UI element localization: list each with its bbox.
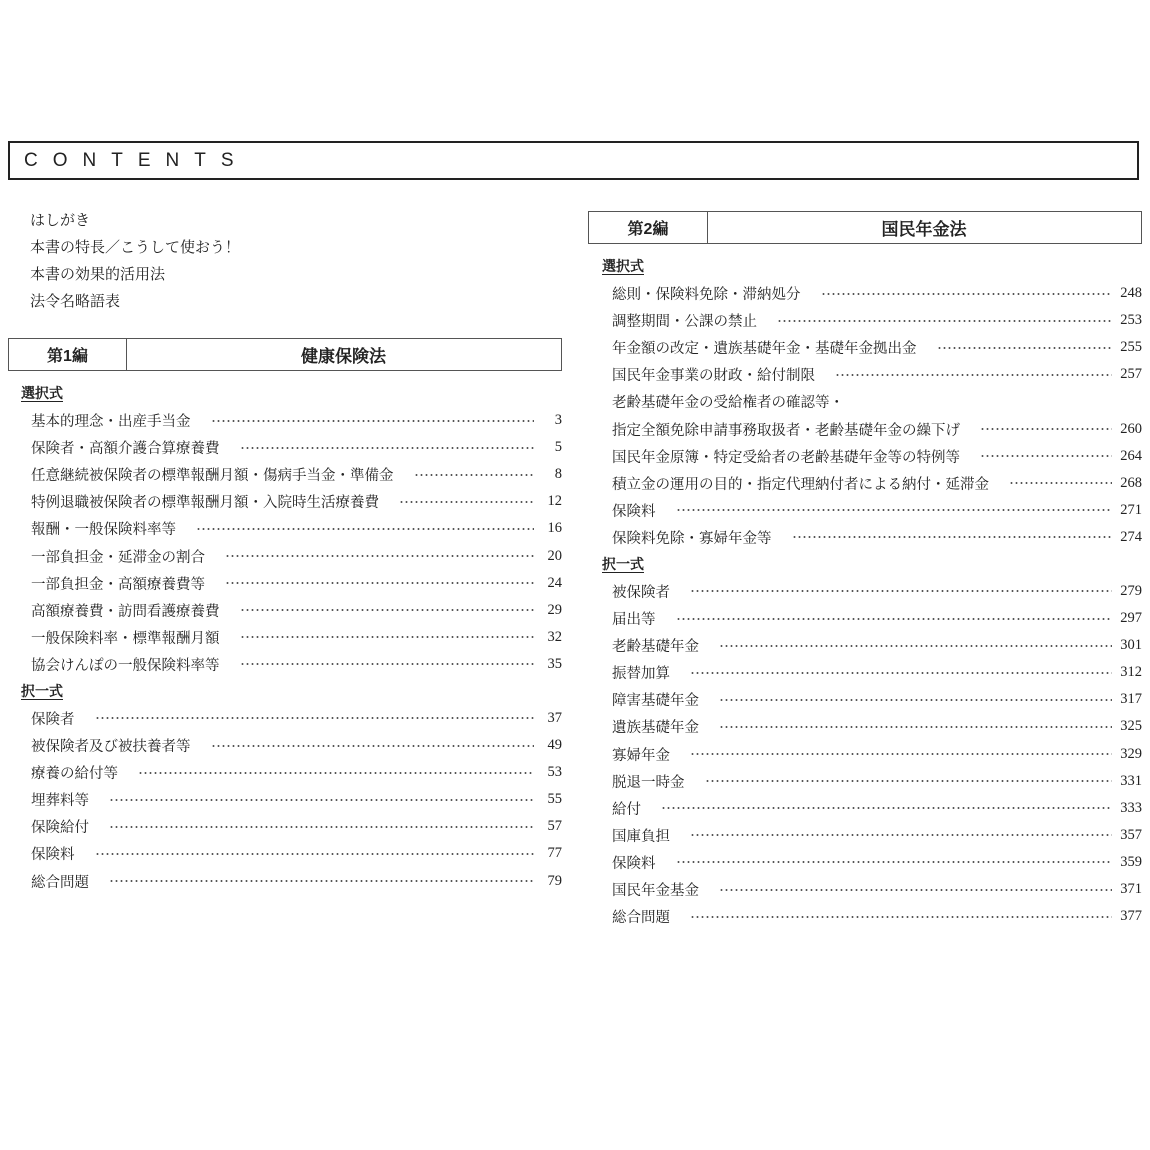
dot-leader — [109, 826, 534, 828]
part-1-number: 第1編 — [9, 339, 127, 370]
dot-leader — [225, 582, 534, 584]
toc-entry-title: 特例退職被保険者の標準報酬月額・入院時生活療養費 — [31, 495, 379, 512]
toc-entry-page: 79 — [547, 872, 562, 889]
toc-entry-page: 12 — [547, 493, 562, 510]
toc-entry[interactable] — [31, 570, 562, 597]
toc-entry-page: 268 — [1120, 474, 1142, 491]
toc-entry-page: 333 — [1120, 799, 1142, 816]
toc-entry-title: 保険料 — [612, 503, 656, 520]
dot-leader — [690, 672, 1112, 674]
dot-leader — [980, 455, 1112, 457]
dot-leader — [1009, 482, 1112, 484]
toc-entry-page: 248 — [1120, 285, 1142, 302]
toc-entry-page: 301 — [1120, 637, 1142, 654]
part-2-name: 国民年金法 — [881, 220, 967, 239]
section-heading: 選択式 — [602, 258, 644, 274]
toc-entry-page: 55 — [547, 791, 562, 808]
toc-entry-title: 基本的理念・出産手当金 — [31, 414, 191, 431]
toc-entry[interactable] — [31, 407, 562, 434]
dot-leader — [676, 618, 1113, 620]
toc-entry[interactable] — [612, 605, 1142, 632]
toc-entry-title: 老齢基礎年金の受給権者の確認等・ — [612, 395, 844, 412]
toc-entry[interactable] — [612, 686, 1142, 713]
toc-entry-title: 振替加算 — [612, 666, 670, 683]
part-1-heading — [8, 338, 562, 371]
toc-entry[interactable] — [612, 280, 1142, 307]
dot-leader — [196, 528, 534, 530]
toc-entry[interactable] — [612, 470, 1142, 497]
toc-entry-page: 274 — [1120, 528, 1142, 545]
toc-entry[interactable] — [31, 597, 562, 624]
toc-entry[interactable] — [31, 705, 562, 732]
toc-entry-page: 49 — [547, 737, 562, 754]
toc-entry-page: 317 — [1120, 691, 1142, 708]
toc-entry-title: 指定全額免除申請事務取扱者・老齢基礎年金の繰下げ — [612, 422, 960, 439]
toc-entry[interactable] — [31, 542, 562, 569]
toc-entry-title: 国民年金原簿・特定受給者の老齢基礎年金等の特例等 — [612, 449, 960, 466]
toc-entry[interactable] — [612, 876, 1142, 903]
toc-entry-title: 一部負担金・延滞金の割合 — [31, 549, 205, 566]
toc-entry-page: 264 — [1120, 447, 1142, 464]
toc-entry-title: 高額療養費・訪問看護療養費 — [31, 603, 220, 620]
toc-entry[interactable] — [612, 524, 1142, 551]
toc-entry-title: 任意継続被保険者の標準報酬月額・傷病手当金・準備金 — [31, 468, 394, 485]
toc-entry[interactable] — [612, 388, 1142, 415]
toc-entry-page: 260 — [1120, 420, 1142, 437]
toc-entry-title: 保険料 — [31, 847, 75, 864]
dot-leader — [95, 717, 535, 719]
dot-leader — [95, 853, 535, 855]
toc-entry[interactable] — [31, 868, 562, 895]
toc-entry[interactable] — [612, 443, 1142, 470]
toc-entry-title: 埋葬料等 — [31, 793, 89, 810]
intro-item-preface[interactable]: はしがき — [30, 211, 91, 229]
toc-entry[interactable] — [31, 786, 562, 813]
intro-item-features[interactable]: 本書の特長／こうして使おう！ — [30, 238, 241, 256]
toc-entry-page: 35 — [547, 655, 562, 672]
toc-entry-title: 総合問題 — [612, 910, 670, 927]
toc-entry-title: 給付 — [612, 801, 641, 818]
dot-leader — [211, 420, 535, 422]
contents-title: CONTENTS — [24, 150, 249, 171]
part-1-name: 健康保険法 — [301, 347, 386, 366]
dot-leader — [414, 474, 535, 476]
dot-leader — [109, 880, 534, 882]
toc-entry[interactable] — [612, 659, 1142, 686]
dot-leader — [109, 799, 534, 801]
toc-entry[interactable] — [612, 334, 1142, 361]
toc-entry[interactable] — [612, 578, 1142, 605]
toc-entry-page: 57 — [547, 818, 562, 835]
toc-entry-title: 保険料 — [612, 855, 656, 872]
toc-entry[interactable] — [612, 741, 1142, 768]
toc-entry-title: 報酬・一般保険料率等 — [31, 522, 176, 539]
contents-header — [8, 141, 1139, 180]
toc-entry[interactable] — [31, 434, 562, 461]
toc-entry-page: 257 — [1120, 366, 1142, 383]
toc-entry-page: 37 — [547, 709, 562, 726]
toc-entry[interactable] — [612, 713, 1142, 740]
dot-leader — [835, 374, 1112, 376]
part-1-toc — [21, 380, 562, 895]
dot-leader — [240, 636, 535, 638]
dot-leader — [719, 699, 1112, 701]
toc-entry-title: 被保険者及び被扶養者等 — [31, 739, 191, 756]
toc-entry[interactable] — [31, 840, 562, 867]
toc-entry[interactable] — [31, 759, 562, 786]
toc-entry[interactable] — [31, 732, 562, 759]
dot-leader — [792, 536, 1113, 538]
toc-entry[interactable] — [31, 515, 562, 542]
toc-entry-title: 寡婦年金 — [612, 747, 670, 764]
dot-leader — [719, 889, 1112, 891]
toc-entry-title: 積立金の運用の目的・指定代理納付者による納付・延滞金 — [612, 476, 989, 493]
section-heading: 選択式 — [21, 385, 63, 401]
toc-entry-title: 老齢基礎年金 — [612, 639, 699, 656]
toc-entry[interactable] — [31, 651, 562, 678]
dot-leader — [240, 447, 535, 449]
dot-leader — [399, 501, 534, 503]
dot-leader — [211, 745, 535, 747]
toc-entry-title: 国民年金基金 — [612, 883, 699, 900]
toc-entry-page: 325 — [1120, 718, 1142, 735]
part-2-heading — [588, 211, 1142, 244]
dot-leader — [240, 609, 535, 611]
toc-entry-page: 329 — [1120, 745, 1142, 762]
toc-entry-title: 保険者 — [31, 711, 75, 728]
toc-entry-title: 一部負担金・高額療養費等 — [31, 576, 205, 593]
toc-entry[interactable] — [31, 813, 562, 840]
dot-leader — [225, 555, 534, 557]
toc-entry-title: 保険給付 — [31, 820, 89, 837]
toc-entry[interactable] — [612, 768, 1142, 795]
toc-entry-page: 255 — [1120, 339, 1142, 356]
dot-leader — [676, 861, 1113, 863]
toc-entry-title: 被保険者 — [612, 584, 670, 601]
toc-entry-page: 32 — [547, 628, 562, 645]
toc-entry-title: 遺族基礎年金 — [612, 720, 699, 737]
dot-leader — [937, 347, 1113, 349]
toc-entry-page: 5 — [554, 439, 562, 456]
toc-entry-page: 53 — [547, 764, 562, 781]
toc-entry-title: 総則・保険料免除・滞納処分 — [612, 287, 801, 304]
toc-entry-title: 年金額の改定・遺族基礎年金・基礎年金拠出金 — [612, 341, 917, 358]
toc-entry-page: 371 — [1120, 881, 1142, 898]
dot-leader — [980, 428, 1112, 430]
toc-entry-page: 377 — [1120, 908, 1142, 925]
dot-leader — [821, 293, 1113, 295]
dot-leader — [719, 645, 1112, 647]
toc-entry-title: 脱退一時金 — [612, 774, 685, 791]
toc-entry-title: 調整期間・公課の禁止 — [612, 314, 757, 331]
toc-entry-page: 3 — [554, 412, 562, 429]
toc-entry[interactable] — [31, 461, 562, 488]
dot-leader — [661, 807, 1112, 809]
toc-entry-page: 253 — [1120, 312, 1142, 329]
section-heading: 択一式 — [21, 682, 63, 699]
toc-entry[interactable] — [612, 795, 1142, 822]
toc-entry[interactable] — [612, 497, 1142, 524]
part-2-number: 第2編 — [589, 212, 708, 243]
toc-entry-title: 一般保険料率・標準報酬月額 — [31, 630, 220, 647]
toc-entry-page: 20 — [547, 547, 562, 564]
toc-entry-title: 障害基礎年金 — [612, 693, 699, 710]
toc-entry-page: 357 — [1120, 826, 1142, 843]
dot-leader — [240, 663, 535, 665]
dot-leader — [676, 509, 1113, 511]
part-2-toc — [602, 253, 1142, 930]
toc-entry[interactable] — [612, 415, 1142, 442]
toc-entry-title: 療養の給付等 — [31, 766, 118, 783]
toc-entry-page: 24 — [547, 574, 562, 591]
toc-entry[interactable] — [612, 307, 1142, 334]
dot-leader — [690, 834, 1112, 836]
dot-leader — [777, 320, 1112, 322]
toc-entry-page: 29 — [547, 601, 562, 618]
toc-entry-page: 331 — [1120, 772, 1142, 789]
toc-entry-page: 8 — [554, 466, 562, 483]
dot-leader — [690, 753, 1112, 755]
toc-entry-page: 297 — [1120, 610, 1142, 627]
toc-entry-title: 国民年金事業の財政・給付制限 — [612, 368, 815, 385]
toc-entry-page: 359 — [1120, 853, 1142, 870]
toc-entry[interactable] — [612, 632, 1142, 659]
toc-entry-page: 312 — [1120, 664, 1142, 681]
dot-leader — [138, 772, 534, 774]
toc-entry[interactable] — [612, 903, 1142, 930]
section-heading: 択一式 — [602, 555, 644, 572]
toc-entry-page: 279 — [1120, 582, 1142, 599]
toc-entry-title: 届出等 — [612, 612, 656, 629]
toc-entry-title: 総合問題 — [31, 874, 89, 891]
toc-entry[interactable] — [31, 488, 562, 515]
dot-leader — [705, 780, 1113, 782]
toc-entry-title: 保険料免除・寡婦年金等 — [612, 530, 772, 547]
toc-entry[interactable] — [612, 849, 1142, 876]
toc-entry-title: 協会けんぽの一般保険料率等 — [31, 657, 220, 674]
dot-leader — [690, 590, 1112, 592]
toc-entry-title: 保険者・高額介護合算療養費 — [31, 441, 220, 458]
toc-entry-page: 271 — [1120, 501, 1142, 518]
dot-leader — [690, 916, 1112, 918]
intro-item-abbreviations[interactable]: 法令名略語表 — [30, 292, 121, 310]
toc-entry[interactable] — [612, 822, 1142, 849]
toc-entry[interactable] — [31, 624, 562, 651]
intro-list — [30, 207, 240, 315]
intro-item-usage[interactable]: 本書の効果的活用法 — [30, 265, 166, 283]
toc-entry-page: 77 — [547, 845, 562, 862]
toc-entry-page: 16 — [547, 520, 562, 537]
toc-entry-title: 国庫負担 — [612, 828, 670, 845]
toc-entry[interactable] — [612, 361, 1142, 388]
dot-leader — [719, 726, 1112, 728]
